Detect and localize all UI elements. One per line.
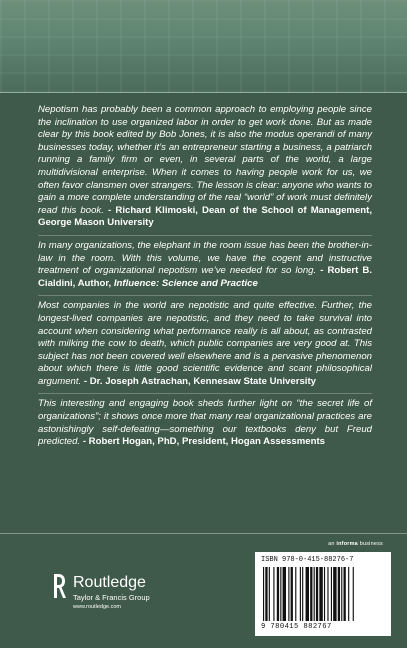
barcode-bar [302,567,303,621]
review-quote: Nepotism has probably been a common approach to employing people since the inclination to use organized labor in order to get work done. But as made clear by this book edited by Bob Jones, it is also the modus operandi of many businesses today, whether it’s an entrepreneur starting a business, a patriarch running a family firm or even, in several parts of the world, a large multidivisional enterprise. When it comes to having people work for us, we often favor clansmen over strangers. The lesson is clear: anyone who wants to gain a more complete understanding of the real “world” of work must definitely read this book. [38,104,372,216]
barcode-bar [277,567,279,621]
routledge-r-logo-icon [52,572,66,600]
barcode-bar [300,567,301,621]
barcode-bar [331,567,332,621]
review-attribution-prefix: - Robert B. Cialdini, Author, [38,265,372,289]
barcode-bar [295,567,296,621]
review-1 [38,104,372,230]
review-attribution: - Dr. Joseph Astrachan, Kennesaw State University [83,375,316,387]
barcode-bar [269,567,270,621]
barcode-bar [333,567,336,621]
barcode-bar [327,567,328,621]
informa-brand: informa [336,541,358,547]
barcode-bar [314,567,315,621]
isbn-label: ISBN 978-0-415-88276-7 [261,556,354,564]
barcode-bar [344,567,346,621]
isbn-barcode [255,552,391,636]
review-3 [38,295,372,388]
barcode-bar [341,567,342,621]
review-2 [38,235,372,290]
review-attribution: - Richard Klimoski, Dean of the School of Management, George Mason University [38,204,373,229]
decorative-top-band [0,0,407,92]
barcode-bar [353,567,354,621]
barcode-bar [310,567,312,621]
informa-suffix: business [359,541,383,547]
informa-prefix: an [328,541,335,547]
footer-divider [0,533,407,534]
barcode-bar [291,567,293,621]
barcode-bar [306,567,309,621]
publisher-url: www.routledge.com [73,604,121,610]
barcode-bar [338,567,340,621]
review-quote: Most companies in the world are nepotistic and quite effective. Further, the longest-lived companies are nepotistic, and they need to take survival into account when considering what performance really is all about, as contrasted with milking the cow to death, which public companies are very good at. This subject has not been covered well elsewhere and is a pervasive phenomenon about which there is little good scientific evidence and scant philosophical argument. [38,300,372,387]
barcode-bar [263,567,264,621]
barcode-bars [261,567,385,621]
review-4 [38,393,372,448]
informa-business-tag [328,541,383,547]
reviews-panel [38,104,372,449]
barcode-bar [288,567,289,621]
barcode-bar [265,567,267,621]
barcode-bar [283,567,286,621]
publisher-group: Taylor & Francis Group [73,593,150,602]
barcode-bar [316,567,318,621]
review-quote: This interesting and engaging book sheds further light on “the secret life of organizations”; it shows once more that many real organizational practices are astonishingly self-defeating—something our textbooks deny but Freud predicted. [38,398,372,448]
publisher-name: Routledge [73,574,146,591]
barcode-bar [348,567,349,621]
top-band-divider [0,92,407,93]
barcode-digits: 9 780415 882767 [261,623,332,631]
review-quote: In many organizations, the elephant in the room issue has been the brother-in-law in the room. With this volume, we have the cogent and instructive treatment of organizational nepotism we’ve needed for so long. [38,239,372,277]
barcode-bar [324,567,325,621]
review-attribution: - Robert Hogan, PhD, President, Hogan Assessments [82,436,326,448]
barcode-bar [280,567,281,621]
barcode-bar [319,567,322,621]
barcode-bar [273,567,274,621]
review-attribution-book-title: Influence: Science and Practice [113,277,258,289]
